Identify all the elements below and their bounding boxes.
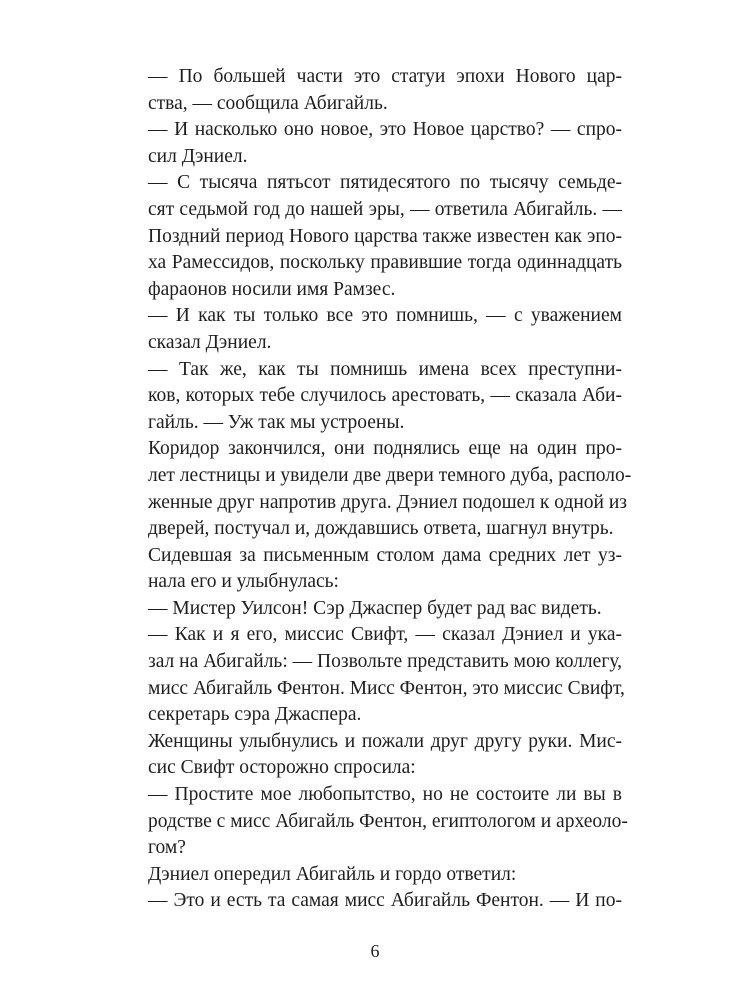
text-line: — С тысяча пятьсот пятидесятого по тысячу семьде-	[148, 172, 622, 194]
text-line: мисс Абигайль Фентон. Мисс Фентон, это миссис Свифт,	[148, 677, 625, 699]
text-line: дверей, постучал и, дождавшись ответа, шагнул внутрь.	[148, 518, 614, 540]
text-line: секретарь сэра Джаспера.	[148, 704, 362, 726]
text-line: ства, — сообщила Абигайль.	[148, 92, 388, 114]
body-text	[148, 64, 632, 915]
text-line: ков, которых тебе случилось арестовать, — сказала Аби-	[148, 385, 622, 407]
text-line: — Как и я его, миссис Свифт, — сказал Дэниел и ука-	[148, 624, 622, 646]
text-line: фараонов носили имя Рамзес.	[148, 278, 396, 300]
text-line: гом?	[148, 837, 186, 859]
text-line: сис Свифт осторожно спросила:	[148, 757, 416, 779]
text-line: гайль. — Уж так мы устроены.	[148, 411, 405, 433]
text-line: — По большей части это статуи эпохи Нового цар-	[148, 66, 622, 87]
text-line: — Мистер Уилсон! Сэр Джаспер будет рад вас видеть.	[148, 597, 602, 619]
text-line: женные друг напротив друга. Дэниел подошел к одной из	[148, 491, 627, 513]
text-line: — Это и есть та самая мисс Абигайль Фентон. — И по-	[148, 890, 622, 912]
text-line: лет лестницы и увидели две двери темного дуба, располо-	[148, 464, 632, 486]
text-line: ха Рамессидов, поскольку правившие тогда одиннадцать	[148, 252, 622, 274]
text-line: Женщины улыбнулись и пожали друг другу руки. Мис-	[148, 730, 622, 752]
text-line: — Так же, как ты помнишь имена всех преступни-	[148, 358, 622, 380]
text-line: сказал Дэниел.	[148, 331, 272, 353]
text-line: Коридор закончился, они поднялись еще на один про-	[148, 438, 622, 460]
text-line: сят седьмой год до нашей эры, — ответила Абигайль. —	[148, 198, 622, 220]
text-line: зал на Абигайль: — Позвольте представить мою коллегу,	[148, 651, 622, 673]
text-line: сил Дэниел.	[148, 145, 248, 167]
page-number: 6	[370, 941, 380, 961]
text-line: нала его и улыбнулась:	[148, 571, 339, 593]
text-line: Сидевшая за письменным столом дама средних лет уз-	[148, 544, 622, 566]
text-line: — И как ты только все это помнишь, — с уважением	[148, 305, 622, 327]
text-line: Поздний период Нового царства также известен как эпо-	[148, 225, 622, 247]
text-line: Дэниел опередил Абигайль и гордо ответил:	[148, 863, 517, 885]
text-line: родстве с мисс Абигайль Фентон, египтологом и археоло-	[148, 810, 628, 832]
text-line: — Простите мое любопытство, но не состоите ли вы в	[148, 784, 622, 806]
text-line: — И насколько оно новое, это Новое царство? — спро-	[148, 119, 622, 141]
